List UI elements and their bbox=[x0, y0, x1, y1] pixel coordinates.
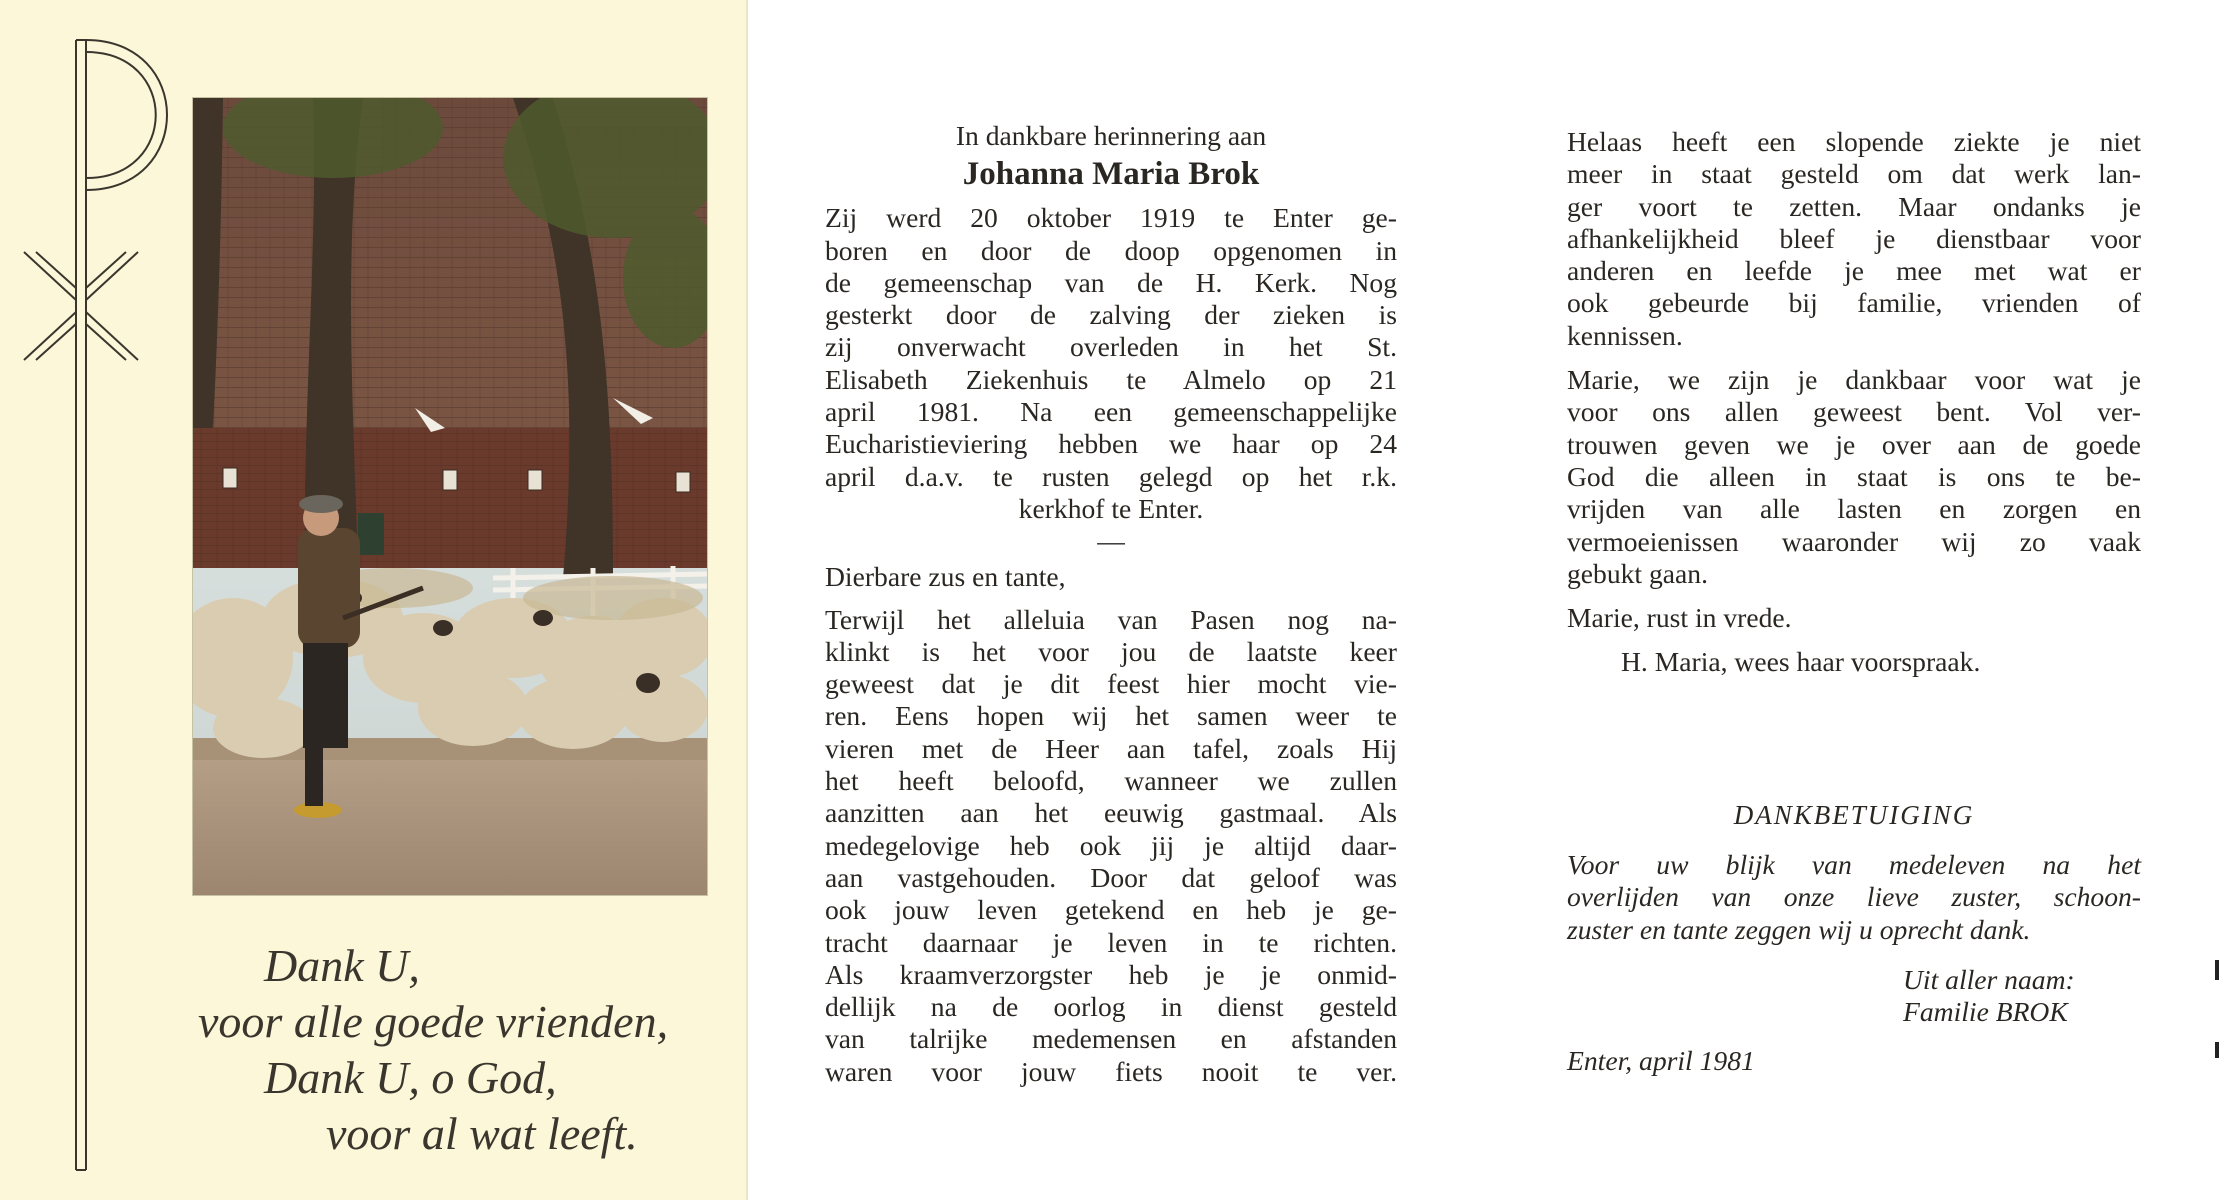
thanks-text bbox=[1567, 849, 2141, 946]
poem-line: voor alle goede vrienden, bbox=[198, 996, 669, 1047]
text-line: meer in staat gesteld om dat werk lan- bbox=[1567, 158, 2141, 190]
text-line: Terwijl het alleluia van Pasen nog na- bbox=[825, 603, 1397, 635]
text-line: trouwen geven we je over aan de goede bbox=[1567, 428, 2141, 460]
text-line: het heeft beloofd, wanneer we zullen bbox=[825, 765, 1397, 797]
text-line: klinkt is het voor jou de laatste keer bbox=[825, 635, 1397, 667]
prayer-line: H. Maria, wees haar voorspraak. bbox=[1621, 646, 1981, 678]
text-line: Marie, we zijn je dankbaar voor wat je bbox=[1567, 364, 2141, 396]
separator-dash: — bbox=[1097, 525, 1125, 557]
text-line: kerkhof te Enter. bbox=[1018, 492, 1204, 524]
text-line: gesterkt door de zalving der zieken is bbox=[825, 299, 1397, 331]
personal-message bbox=[825, 604, 1397, 1088]
text-line: aanzitten aan het eeuwig gastmaal. Als bbox=[825, 797, 1397, 829]
text-line: vieren met de Heer aan tafel, zoals Hij bbox=[825, 732, 1397, 764]
text-line: Elisabeth Ziekenhuis te Almelo op 21 bbox=[825, 363, 1397, 395]
deceased-name: Johanna Maria Brok bbox=[962, 156, 1260, 193]
text-line: zuster en tante zeggen wij u oprecht dank. bbox=[1567, 913, 2031, 945]
text-line: aan vastgehouden. Door dat geloof was bbox=[825, 861, 1397, 893]
text-line: Eucharistieviering hebben we haar op 24 bbox=[825, 428, 1397, 460]
memorial-text-column-right bbox=[1567, 126, 2141, 1077]
text-line: waren voor jouw fiets nooit te ver. bbox=[825, 1055, 1397, 1087]
text-line: april 1981. Na een gemeenschappelijke bbox=[825, 396, 1397, 428]
text-line: God die alleen in staat is ons te be- bbox=[1567, 460, 2141, 492]
poem-line: voor al wat leeft. bbox=[326, 1108, 638, 1159]
memorial-card-cover bbox=[0, 0, 748, 1200]
text-line: geweest dat je dit feest hier mocht vie- bbox=[825, 668, 1397, 700]
signature-line: Uit aller naam: bbox=[1903, 963, 2075, 995]
scan-edge-mark bbox=[2215, 1042, 2219, 1058]
text-line: ook jouw leven getekend en heb je ge- bbox=[825, 894, 1397, 926]
thanks-heading: DANKBETUIGING bbox=[1733, 799, 1975, 830]
text-line: anderen en leefde je mee met wat er bbox=[1567, 255, 2141, 287]
text-line: tracht daarnaar je leven in te richten. bbox=[825, 926, 1397, 958]
signature-family: Familie BROK bbox=[1903, 996, 2068, 1028]
text-line: Als kraamverzorgster heb je je onmid- bbox=[825, 958, 1397, 990]
text-line: de gemeenschap van de H. Kerk. Nog bbox=[825, 266, 1397, 298]
text-line: ger voort te zetten. Maar ondanks je bbox=[1567, 190, 2141, 222]
paragraph-illness bbox=[1567, 126, 2141, 352]
text-line: voor ons allen geweest bent. Vol ver- bbox=[1567, 396, 2141, 428]
text-line: zij onverwacht overleden in het St. bbox=[825, 331, 1397, 363]
biography bbox=[825, 202, 1397, 525]
intro-line: In dankbare herinnering aan bbox=[955, 120, 1267, 151]
poem-line: Dank U, bbox=[264, 940, 420, 991]
memorial-text-column bbox=[825, 120, 1397, 1088]
text-line: boren en door de doop opgenomen in bbox=[825, 234, 1397, 266]
text-line: ook gebeurde bij familie, vrienden of bbox=[1567, 287, 2141, 319]
text-line: vermoeienissen waaronder wij zo vaak bbox=[1567, 525, 2141, 557]
place-date: Enter, april 1981 bbox=[1567, 1044, 1755, 1076]
text-line: overlijden van onze lieve zuster, schoon- bbox=[1567, 881, 2141, 913]
text-line: Voor uw blijk van medeleven na het bbox=[1567, 849, 2141, 881]
scan-edge-mark bbox=[2215, 960, 2219, 980]
shepherd-with-sheep-photo bbox=[193, 98, 707, 895]
text-line: vrijden van alle lasten en zorgen en bbox=[1567, 493, 2141, 525]
paragraph-gratitude bbox=[1567, 364, 2141, 590]
text-line: Zij werd 20 oktober 1919 te Enter ge- bbox=[825, 202, 1397, 234]
signature-block bbox=[1567, 964, 2141, 1029]
cover-poem bbox=[190, 938, 730, 1162]
text-line: gebukt gaan. bbox=[1567, 557, 1708, 589]
text-line: kennissen. bbox=[1567, 319, 1683, 351]
text-line: afhankelijkheid bleef je dienstbaar voor bbox=[1567, 222, 2141, 254]
text-line: medegelovige heb ook jij je altijd daar- bbox=[825, 829, 1397, 861]
text-line: dellijk na de oorlog in dienst gesteld bbox=[825, 991, 1397, 1023]
chi-rho-icon bbox=[14, 30, 174, 1180]
text-line: ren. Eens hopen wij het samen weer te bbox=[825, 700, 1397, 732]
rest-in-peace-line: Marie, rust in vrede. bbox=[1567, 602, 1792, 634]
text-line: Helaas heeft een slopende ziekte je niet bbox=[1567, 126, 2141, 157]
poem-line: Dank U, o God, bbox=[264, 1052, 557, 1103]
text-line: april d.a.v. te rusten gelegd op het r.k. bbox=[825, 460, 1397, 492]
text-line: van talrijke medemensen en afstanden bbox=[825, 1023, 1397, 1055]
salutation: Dierbare zus en tante, bbox=[825, 561, 1066, 593]
